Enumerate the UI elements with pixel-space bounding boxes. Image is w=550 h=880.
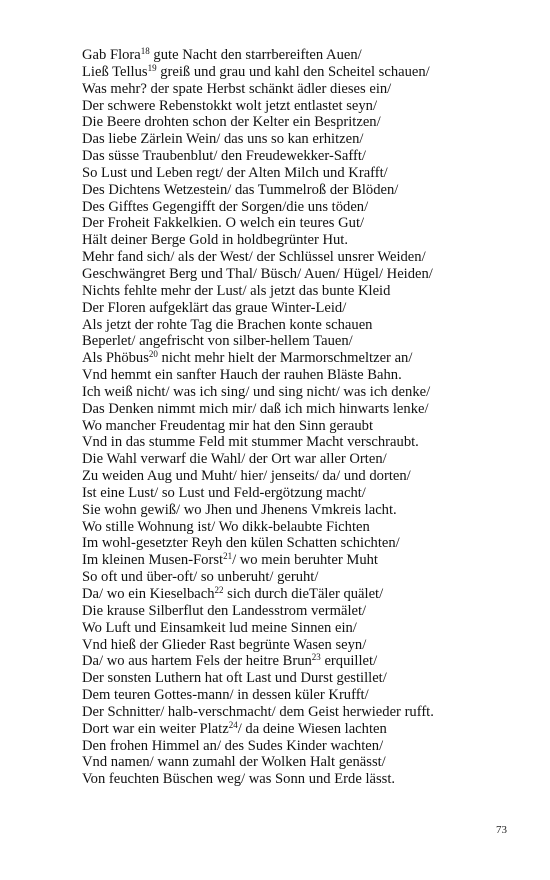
poem-line bbox=[82, 350, 522, 367]
poem-line bbox=[82, 620, 522, 637]
line-text: Hält deiner Berge Gold in holdbegrünter Hut. bbox=[82, 232, 349, 249]
poem-line bbox=[82, 266, 522, 283]
poem-line bbox=[82, 98, 522, 115]
line-text: Dem teuren Gottes-mann/ in dessen küler Krufft/ bbox=[82, 687, 369, 704]
line-text: Im kleinen Musen-Forst bbox=[82, 552, 224, 569]
poem-line bbox=[82, 384, 522, 401]
poem-line bbox=[82, 434, 522, 451]
poem-line bbox=[82, 771, 522, 788]
line-text: Der Floren aufgeklärt das graue Winter-Leid/ bbox=[82, 299, 347, 316]
line-text: Mehr fand sich/ als der West/ der Schlüssel unsrer Weiden/ bbox=[82, 249, 426, 266]
poem-line bbox=[82, 451, 522, 468]
line-text: erquillet/ bbox=[320, 653, 378, 670]
line-text: So oft und über-oft/ so unberuht/ geruht/ bbox=[82, 569, 319, 586]
line-text: Da/ wo ein Kieselbach bbox=[82, 586, 215, 602]
poem-line bbox=[82, 47, 522, 64]
line-text: Geschwängret Berg und Thal/ Büsch/ Auen/ Hügel/ Heiden/ bbox=[82, 265, 433, 282]
line-text: / wo mein beruhter Muht bbox=[232, 552, 378, 569]
line-text: Als Phöbus bbox=[82, 350, 149, 367]
line-text: Ließ Tellus bbox=[82, 63, 148, 80]
line-text: Nichts fehlte mehr der Lust/ als jetzt das bunte Kleid bbox=[82, 282, 391, 299]
line-text: greiß und grau und kahl den Scheitel schauen/ bbox=[156, 63, 430, 80]
line-text: Das Denken nimmt mich mir/ daß ich mich hinwarts lenke/ bbox=[82, 400, 429, 417]
poem-line bbox=[82, 367, 522, 384]
line-text: Des Dichtens Wetzestein/ das Tummelroß der Blöden/ bbox=[82, 181, 399, 198]
line-text: Ich weiß nicht/ was ich sing/ und sing nicht/ was ich denke/ bbox=[82, 383, 431, 400]
poem-line bbox=[82, 300, 522, 317]
poem-line bbox=[82, 182, 522, 199]
line-text: Sie wohn gewiß/ wo Jhen und Jhenens Vmkreis lacht. bbox=[82, 501, 397, 518]
poem-line bbox=[82, 232, 522, 249]
line-text: Der Froheit Fakkelkien. O welch ein teures Gut/ bbox=[82, 215, 365, 232]
line-text: Ist eine Lust/ so Lust und Feld-ergötzung macht/ bbox=[82, 484, 366, 501]
line-text: / da deine Wiesen lachten bbox=[237, 720, 387, 737]
poem-line bbox=[82, 64, 522, 81]
line-text: Vnd in das stumme Feld mit stummer Macht verschraubt. bbox=[82, 434, 419, 451]
poem-line bbox=[82, 148, 522, 165]
poem-line bbox=[82, 114, 522, 131]
line-text: Zu weiden Aug und Muht/ hier/ jenseits/ da/ und dorten/ bbox=[82, 468, 411, 485]
poem-line bbox=[82, 603, 522, 620]
footnote-marker: 22 bbox=[214, 585, 224, 595]
poem-line bbox=[82, 519, 522, 536]
poem-line bbox=[82, 81, 522, 98]
line-text: Von feuchten Büschen weg/ was Sonn und Erde lässt. bbox=[82, 771, 396, 788]
poem-line bbox=[82, 552, 522, 569]
poem-line bbox=[82, 653, 522, 670]
footnote-marker: 18 bbox=[140, 46, 150, 56]
line-text: Beperlet/ angefrischt von silber-hellem Tauen/ bbox=[82, 333, 353, 350]
line-text: Vnd hieß der Glieder Rast begrünte Wasen seyn/ bbox=[82, 636, 367, 653]
footnote-marker: 23 bbox=[311, 652, 321, 663]
poem-line bbox=[82, 401, 522, 418]
poem-line bbox=[82, 535, 522, 552]
footnote-marker: 20 bbox=[148, 349, 158, 360]
page-number: 73 bbox=[496, 824, 507, 836]
poem-line bbox=[82, 317, 522, 334]
line-text: Dort war ein weiter Platz bbox=[82, 720, 229, 737]
line-text: Die Beere drohten schon der Kelter ein Bespritzen/ bbox=[82, 114, 381, 131]
line-text: Das süsse Traubenblut/ den Freudewekker-Safft/ bbox=[82, 148, 366, 165]
line-text: Wo Luft und Einsamkeit lud meine Sinnen ein/ bbox=[82, 619, 357, 636]
line-text: Gab Flora bbox=[82, 47, 141, 63]
poem-line bbox=[82, 738, 522, 755]
poem-line bbox=[82, 333, 522, 350]
line-text: Was mehr? der spate Herbst schänkt ädler dieses ein/ bbox=[82, 80, 392, 97]
poem-line bbox=[82, 687, 522, 704]
line-text: Wo stille Wohnung ist/ Wo dikk-belaubte Fichten bbox=[82, 518, 370, 535]
line-text: Die Wahl verwarf die Wahl/ der Ort war aller Orten/ bbox=[82, 451, 387, 468]
line-text: gute Nacht den starrbereiften Auen/ bbox=[149, 47, 362, 63]
line-text: Vnd namen/ wann zumahl der Wolken Halt genässt/ bbox=[82, 754, 386, 771]
footnote-marker: 24 bbox=[228, 719, 238, 730]
line-text: Wo mancher Freudentag mir hat den Sinn geraubt bbox=[82, 417, 374, 434]
footnote-marker: 19 bbox=[147, 62, 157, 73]
line-text: Der sonsten Luthern hat oft Last und Durst gestillet/ bbox=[82, 670, 387, 687]
poem-line bbox=[82, 754, 522, 771]
footnote-marker: 21 bbox=[223, 551, 233, 562]
line-text: Die krause Silberflut den Landesstrom vermälet/ bbox=[82, 602, 367, 619]
poem-line bbox=[82, 199, 522, 216]
line-text: Das liebe Zärlein Wein/ das uns so kan erhitzen/ bbox=[82, 131, 364, 148]
line-text: Da/ wo aus hartem Fels der heitre Brun bbox=[82, 653, 312, 670]
poem-line bbox=[82, 502, 522, 519]
line-text: Den frohen Himmel an/ des Sudes Kinder wachten/ bbox=[82, 737, 384, 754]
poem-line bbox=[82, 670, 522, 687]
poem-line bbox=[82, 215, 522, 232]
poem-line bbox=[82, 569, 522, 586]
poem-line bbox=[82, 704, 522, 721]
poem-line bbox=[82, 468, 522, 485]
poem-line bbox=[82, 586, 522, 603]
poem-line bbox=[82, 249, 522, 266]
poem-line bbox=[82, 165, 522, 182]
line-text: Als jetzt der rohte Tag die Brachen konte schauen bbox=[82, 316, 373, 333]
poem-line bbox=[82, 721, 522, 738]
line-text: nicht mehr hielt der Marmorschmeltzer an/ bbox=[157, 350, 413, 367]
poem-line bbox=[82, 485, 522, 502]
line-text: Der Schnitter/ halb-verschmacht/ dem Geist herwieder rufft. bbox=[82, 703, 434, 720]
line-text: So Lust und Leben regt/ der Alten Milch und Krafft/ bbox=[82, 164, 388, 181]
line-text: Der schwere Rebenstokkt wolt jetzt entlastet seyn/ bbox=[82, 97, 378, 114]
line-text: Des Gifftes Gegengifft der Sorgen/die uns töden/ bbox=[82, 198, 369, 215]
poem-line bbox=[82, 283, 522, 300]
poem-line bbox=[82, 131, 522, 148]
line-text: Vnd hemmt ein sanfter Hauch der rauhen Bläste Bahn. bbox=[82, 367, 402, 384]
line-text: sich durch dieTäler quälet/ bbox=[223, 586, 384, 602]
line-text: Im wohl-gesetzter Reyh den külen Schatten schichten/ bbox=[82, 535, 400, 552]
poem-line bbox=[82, 637, 522, 654]
poem-line bbox=[82, 418, 522, 435]
poem-text bbox=[82, 47, 522, 788]
